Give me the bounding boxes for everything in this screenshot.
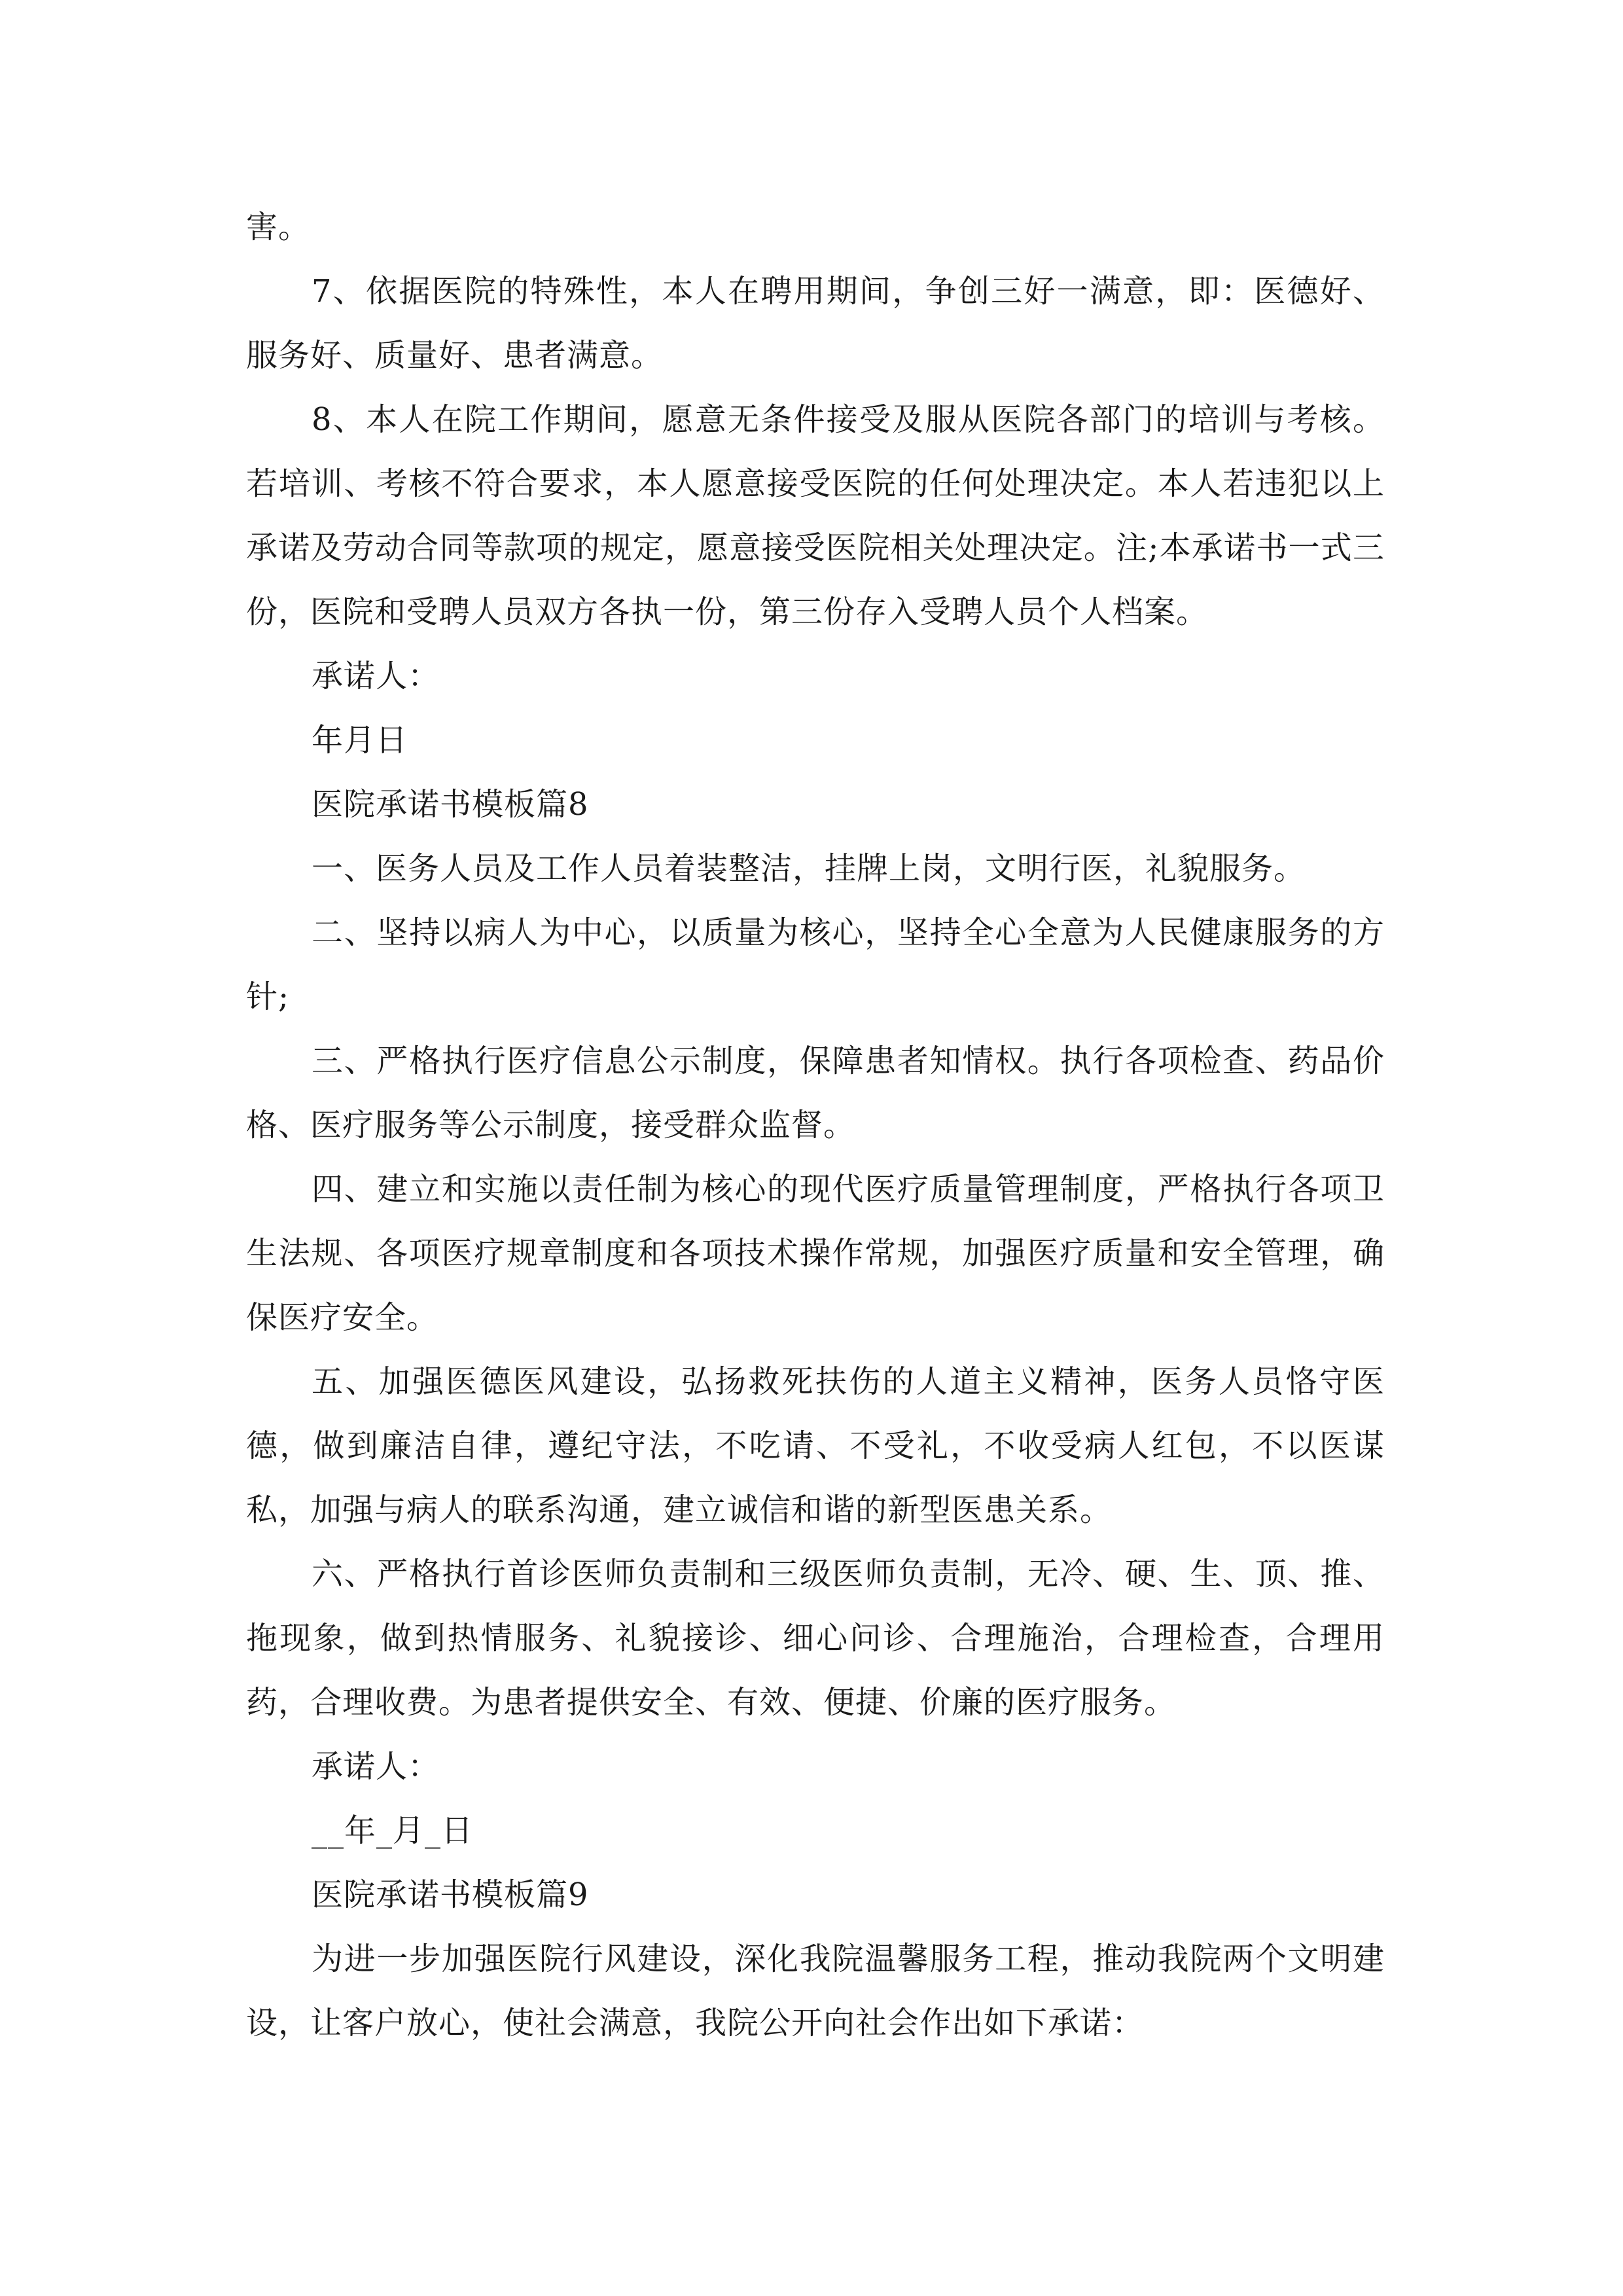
paragraph-five: 五、加强医德医风建设，弘扬救死扶伤的人道主义精神，医务人员恪守医德，做到廉洁自律，遵纪守法，不吃请、不受礼，不收受病人红包，不以医谋私，加强与病人的联系沟通，建立诚信和谐的新型医患关系。 <box>246 1363 1385 1528</box>
paragraph-one: 一、医务人员及工作人员着装整洁，挂牌上岗，文明行医，礼貌服务。 <box>312 850 1306 887</box>
date-label-2: __年_月_日 <box>312 1812 474 1849</box>
paragraph-intro-9: 为进一步加强医院行风建设，深化我院温馨服务工程，推动我院两个文明建设，让客户放心，使社会满意，我院公开向社会作出如下承诺： <box>246 1941 1385 2041</box>
signature-label-2: 承诺人： <box>312 1748 440 1785</box>
paragraph-three: 三、严格执行医疗信息公示制度，保障患者知情权。执行各项检查、药品价格、医疗服务等公示制度，接受群众监督。 <box>246 1043 1385 1143</box>
date-label: 年月日 <box>312 722 408 759</box>
paragraph-two: 二、坚持以病人为中心，以质量为核心，坚持全心全意为人民健康服务的方针; <box>246 914 1385 1015</box>
section-title-8: 医院承诺书模板篇8 <box>312 786 589 823</box>
signature-label: 承诺人： <box>312 658 440 694</box>
section-title-9: 医院承诺书模板篇9 <box>312 1876 589 1913</box>
paragraph-four: 四、建立和实施以责任制为核心的现代医疗质量管理制度，严格执行各项卫生法规、各项医疗规章制度和各项技术操作常规，加强医疗质量和安全管理，确保医疗安全。 <box>246 1171 1385 1336</box>
paragraph-continuation: 害。 <box>246 209 311 245</box>
paragraph-item-7: 7、依据医院的特殊性，本人在聘用期间，争创三好一满意，即：医德好、服务好、质量好、患者满意。 <box>246 273 1385 374</box>
document-body <box>246 195 1385 2055</box>
paragraph-six: 六、严格执行首诊医师负责制和三级医师负责制，无冷、硬、生、顶、推、拖现象，做到热情服务、礼貌接诊、细心问诊、合理施治，合理检查，合理用药，合理收费。为患者提供安全、有效、便捷、价廉的医疗服务。 <box>246 1556 1385 1721</box>
paragraph-item-8: 8、本人在院工作期间，愿意无条件接受及服从医院各部门的培训与考核。若培训、考核不符合要求，本人愿意接受医院的任何处理决定。本人若违犯以上承诺及劳动合同等款项的规定，愿意接受医院相关处理决定。注;本承诺书一式三份，医院和受聘人员双方各执一份，第三份存入受聘人员个人档案。 <box>246 401 1385 630</box>
